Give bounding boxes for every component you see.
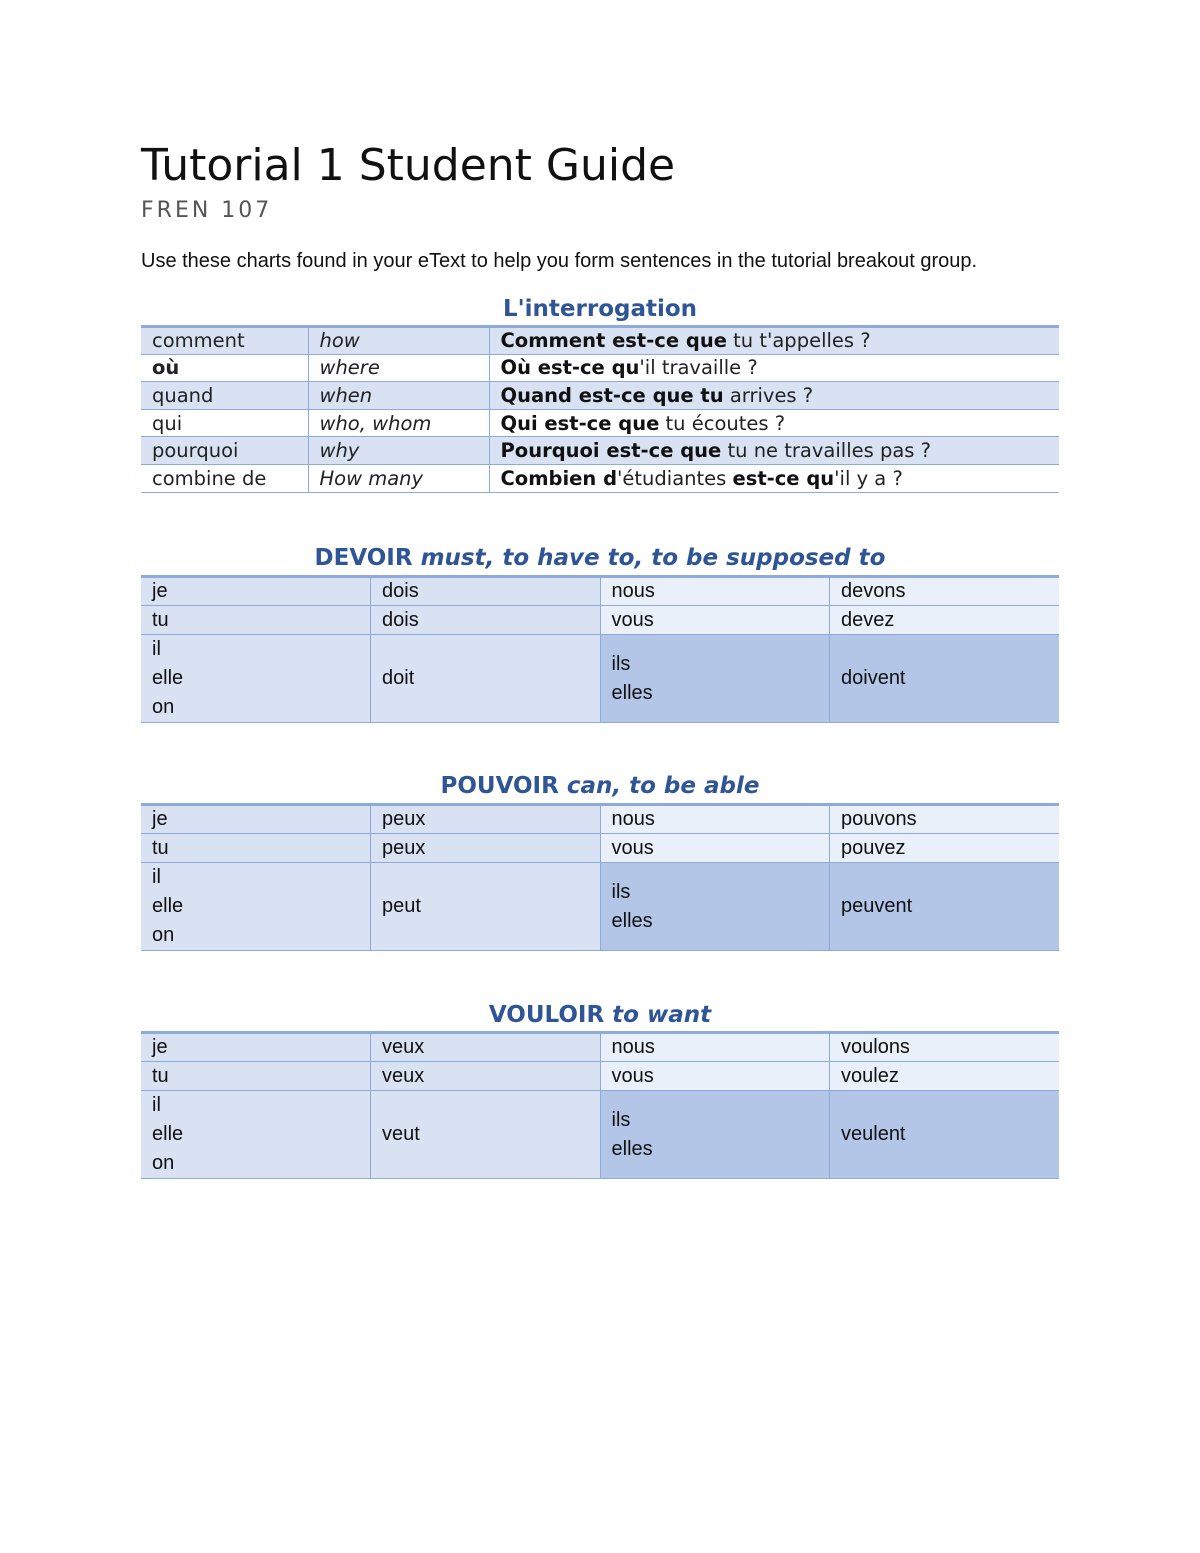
pronoun-cell (600, 635, 830, 723)
interrogation-title-text: L'interrogation (502, 296, 698, 322)
example-bold-text: Quand est-ce que tu (500, 383, 724, 407)
example-text: tu ne travailles pas ? (721, 439, 931, 463)
table-row (141, 327, 1059, 355)
example-bold-text: Combien d (500, 466, 618, 490)
example-cell (489, 382, 1059, 410)
form-cell: veux (371, 1062, 601, 1091)
table-row (141, 834, 1059, 863)
pronoun-il: il (152, 638, 161, 660)
table-row (141, 437, 1059, 465)
pronoun-elle: elle (152, 895, 184, 917)
pronoun-on: on (152, 1152, 175, 1174)
table-row (141, 354, 1059, 382)
pronoun-elles: elles (611, 909, 653, 932)
example-cell (489, 354, 1059, 382)
table-row (141, 382, 1059, 410)
devoir-table (141, 575, 1059, 723)
table-row (141, 464, 1059, 492)
example-text: 'étudiantes (617, 466, 733, 490)
pronoun-cell: nous (600, 1033, 830, 1062)
table-row (141, 577, 1059, 606)
pronoun-cell: je (141, 805, 371, 834)
form-cell: pouvez (830, 834, 1060, 863)
form-cell: peux (371, 805, 601, 834)
pronoun-cell: je (141, 1033, 371, 1062)
example-text: arrives ? (723, 383, 814, 407)
pouvoir-table (141, 803, 1059, 951)
vouloir-title (141, 1002, 1059, 1028)
form-cell: pouvons (830, 805, 1060, 834)
intro-text: Use these charts found in your eText to help you form sentences in the tutorial breakout group. (141, 250, 978, 272)
pronoun-elles: elles (611, 681, 653, 704)
interrogation-title (141, 296, 1059, 322)
form-cell: voulez (830, 1062, 1060, 1091)
pronoun-cell: tu (141, 834, 371, 863)
form-cell: devez (830, 606, 1060, 635)
form-cell: voulons (830, 1033, 1060, 1062)
example-text: tu t'appelles ? (726, 329, 871, 353)
form-cell: doivent (830, 635, 1060, 723)
form-cell: doit (371, 635, 601, 723)
table-row (141, 1062, 1059, 1091)
form-cell: veut (371, 1091, 601, 1179)
table-row (141, 863, 1059, 951)
question-word-cell: comment (141, 327, 308, 355)
example-bold-text: Où est-ce qu (500, 356, 640, 380)
vouloir-verb: VOULOIR (488, 1002, 605, 1028)
question-word-cell: combine de (141, 464, 308, 492)
example-text: tu écoutes ? (659, 411, 786, 435)
pronoun-cell: vous (600, 834, 830, 863)
example-bold-text: Comment est-ce que (500, 329, 727, 353)
pronoun-il: il (152, 1094, 161, 1116)
translation-cell: how (308, 327, 489, 355)
pronoun-cell: vous (600, 606, 830, 635)
pronoun-elle: elle (152, 1123, 184, 1145)
example-bold-text: Qui est-ce que (500, 411, 660, 435)
pronoun-cell (141, 863, 371, 951)
example-text: 'il travaille ? (639, 356, 758, 380)
translation-cell: where (308, 354, 489, 382)
table-row (141, 1091, 1059, 1179)
form-cell: dois (371, 606, 601, 635)
pronoun-ils: ils (611, 652, 631, 675)
form-cell: veux (371, 1033, 601, 1062)
translation-cell: why (308, 437, 489, 465)
table-row (141, 409, 1059, 437)
pronoun-cell: nous (600, 805, 830, 834)
devoir-meaning: must, to have to, to be supposed to (420, 545, 886, 571)
pronoun-ils: ils (611, 1108, 631, 1131)
translation-cell: How many (308, 464, 489, 492)
vouloir-meaning: to want (612, 1002, 712, 1028)
devoir-title (141, 545, 1059, 571)
form-cell: peux (371, 834, 601, 863)
table-row (141, 606, 1059, 635)
form-cell: peut (371, 863, 601, 951)
translation-cell: who, whom (308, 409, 489, 437)
form-cell: veulent (830, 1091, 1060, 1179)
pronoun-cell: vous (600, 1062, 830, 1091)
devoir-verb: DEVOIR (314, 545, 413, 571)
table-row (141, 805, 1059, 834)
table-row (141, 1033, 1059, 1062)
pronoun-on: on (152, 924, 175, 946)
question-word-cell: où (141, 354, 308, 382)
example-cell (489, 437, 1059, 465)
pronoun-cell (600, 1091, 830, 1179)
form-cell: devons (830, 577, 1060, 606)
question-word-cell: quand (141, 382, 308, 410)
question-word-cell: qui (141, 409, 308, 437)
pronoun-cell: nous (600, 577, 830, 606)
pouvoir-verb: POUVOIR (440, 773, 559, 799)
pronoun-elle: elle (152, 667, 184, 689)
pronoun-cell (600, 863, 830, 951)
pronoun-cell (141, 1091, 371, 1179)
form-cell: peuvent (830, 863, 1060, 951)
table-row (141, 635, 1059, 723)
form-cell: dois (371, 577, 601, 606)
pronoun-cell: tu (141, 1062, 371, 1091)
pronoun-il: il (152, 866, 161, 888)
pouvoir-meaning: can, to be able (566, 773, 760, 799)
question-word-cell: pourquoi (141, 437, 308, 465)
pronoun-ils: ils (611, 880, 631, 903)
example-cell (489, 327, 1059, 355)
pronoun-elles: elles (611, 1137, 653, 1160)
example-cell (489, 409, 1059, 437)
page-title: Tutorial 1 Student Guide (141, 140, 676, 191)
example-bold-text: Pourquoi est-ce que (500, 439, 722, 463)
example-text: 'il y a ? (834, 466, 903, 490)
vouloir-table (141, 1031, 1059, 1179)
pronoun-cell: tu (141, 606, 371, 635)
interrogation-table (141, 325, 1059, 493)
pouvoir-title (141, 773, 1059, 799)
example-cell (489, 464, 1059, 492)
pronoun-cell: je (141, 577, 371, 606)
translation-cell: when (308, 382, 489, 410)
course-code: FREN 107 (141, 198, 273, 223)
pronoun-cell (141, 635, 371, 723)
example-bold-text: est-ce qu (732, 466, 835, 490)
pronoun-on: on (152, 696, 175, 718)
